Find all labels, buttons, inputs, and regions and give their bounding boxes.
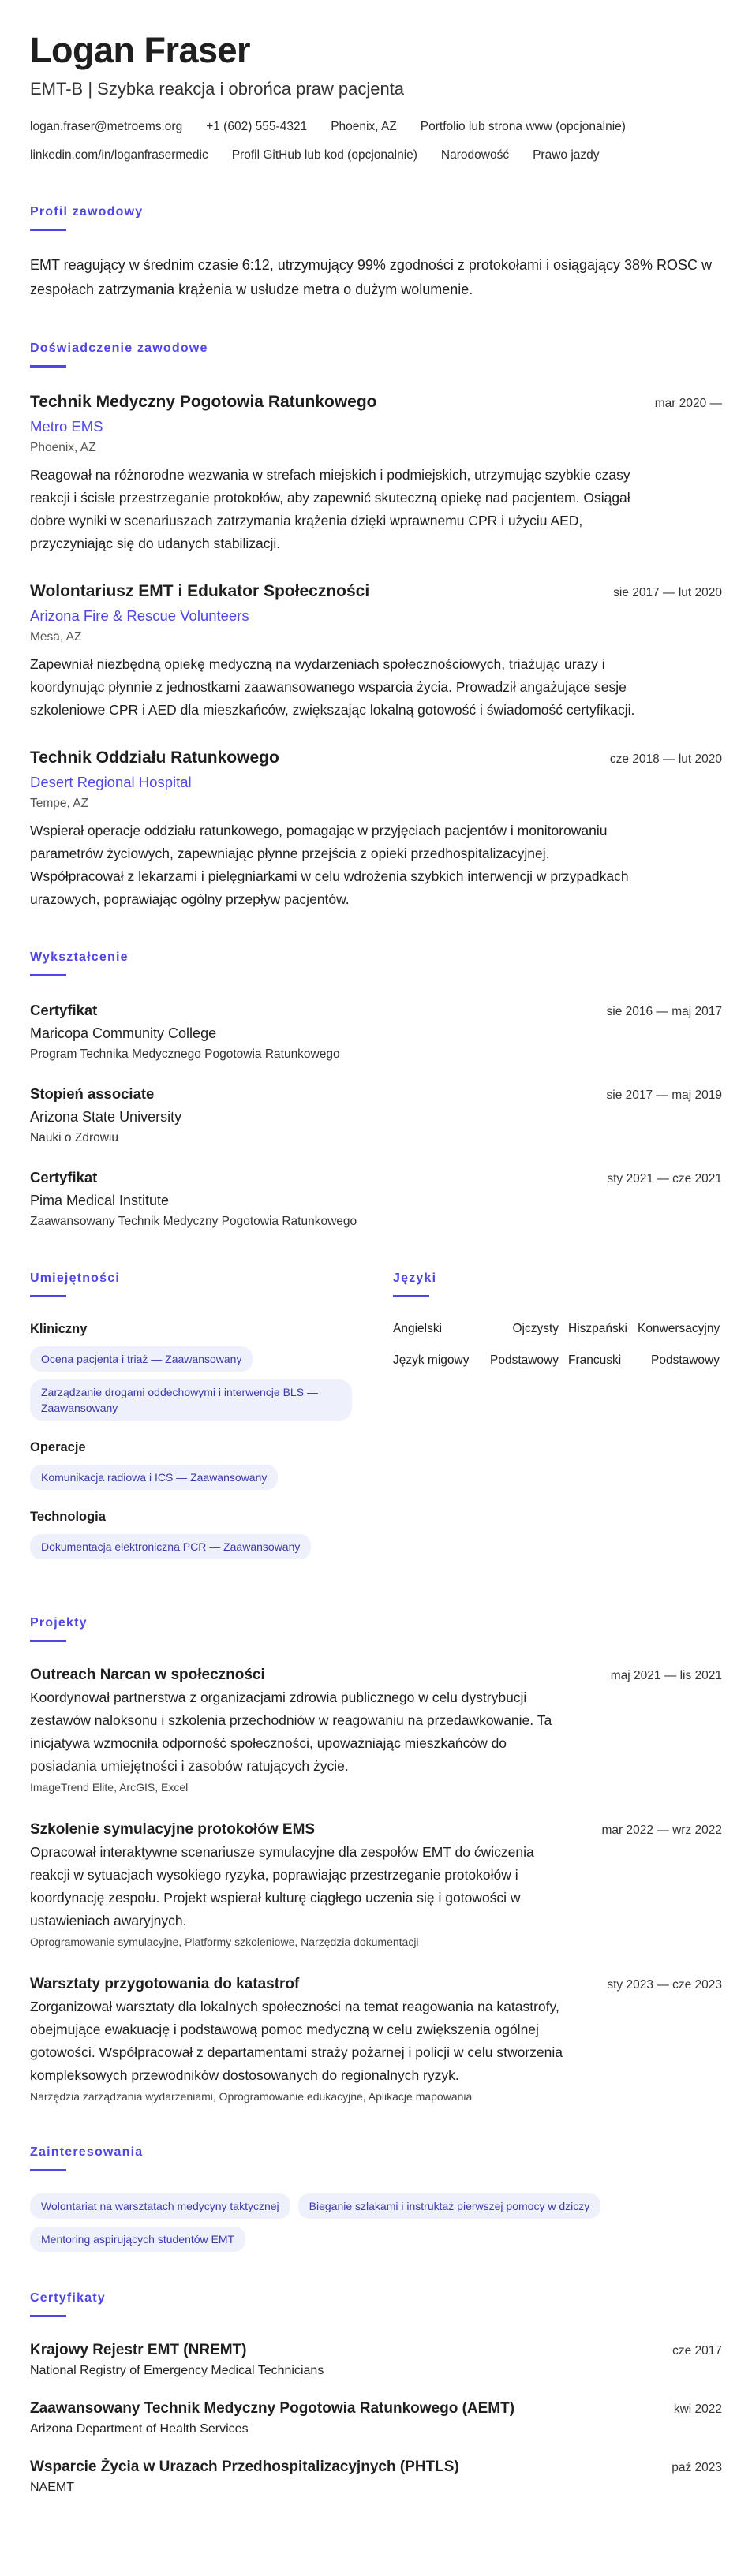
section-title: Języki	[393, 1271, 437, 1285]
section-divider	[30, 229, 66, 231]
job-company: Desert Regional Hospital	[30, 774, 192, 790]
certification-issuer: NAEMT	[30, 2481, 74, 2494]
certification-entry	[30, 2456, 722, 2497]
project-technologies: Narzędzia zarządzania wydarzeniami, Oprogramowanie edukacyjne, Aplikacje mapowania	[30, 2090, 473, 2103]
education-entry	[30, 1082, 722, 1148]
contact-linkedin[interactable]: linkedin.com/in/loganfrasermedic	[30, 148, 208, 162]
section-divider	[30, 365, 66, 368]
interest-chip: Wolontariat na warsztatach medycyny taktycznej	[30, 2193, 290, 2219]
education-entry	[30, 1166, 722, 1232]
project-technologies: ImageTrend Elite, ArcGIS, Excel	[30, 1781, 189, 1794]
profile-section	[30, 203, 722, 302]
education-date: sie 2016 — maj 2017	[606, 1005, 722, 1018]
job-entry	[30, 390, 722, 555]
language-name: Francuski	[568, 1353, 622, 1367]
contact-github[interactable]: Profil GitHub lub kod (opcjonalnie)	[231, 148, 417, 162]
skill-chip: Ocena pacjenta i triaż — Zaawansowany	[30, 1346, 253, 1372]
education-entry	[30, 999, 722, 1065]
project-title: Outreach Narcan w społeczności	[30, 1667, 265, 1683]
job-location: Mesa, AZ	[30, 630, 82, 644]
skill-chips	[30, 1346, 361, 1421]
section-divider	[30, 1295, 66, 1297]
education-school: Pima Medical Institute	[30, 1193, 170, 1208]
language-level: Podstawowy	[489, 1353, 559, 1367]
language-level: Konwersacyjny	[638, 1322, 720, 1335]
interest-chip: Bieganie szlakami i instruktaż pierwszej pomocy w dziczy	[298, 2193, 601, 2219]
section-title: Projekty	[30, 1616, 88, 1630]
project-date: maj 2021 — lis 2021	[610, 1669, 722, 1682]
certification-date: kwi 2022	[673, 2402, 722, 2416]
project-entry	[30, 1819, 722, 1951]
skill-category: Technologia	[30, 1510, 106, 1524]
interest-chip: Mentoring aspirujących studentów EMT	[30, 2227, 245, 2252]
project-entry	[30, 1973, 722, 2106]
education-date: sie 2017 — maj 2019	[606, 1088, 722, 1102]
interest-chips	[30, 2193, 722, 2252]
skills-languages-section	[30, 1270, 722, 1577]
candidate-name: Logan Fraser	[30, 30, 251, 70]
candidate-headline: EMT-B | Szybka reakcja i obrońca praw pacjenta	[30, 79, 405, 99]
section-divider	[30, 2315, 66, 2317]
certification-issuer: Arizona Department of Health Services	[30, 2422, 249, 2436]
contact-driving-license: Prawo jazdy	[533, 148, 600, 162]
education-degree: Stopień associate	[30, 1085, 155, 1102]
resume-header	[30, 28, 722, 166]
certification-name: Wsparcie Życia w Urazach Przedhospitalizacyjnych (PHTLS)	[30, 2458, 459, 2475]
skill-chips	[30, 1465, 361, 1490]
experience-section	[30, 340, 722, 911]
job-description: Wspierał operacje oddziału ratunkowego, pomagając w przyjęciach pacjentów i monitorowaniu parametrów życiowych, zapewniając płynne przejścia z opieki przedhospitalizacyjnej. Współpracował z lekarzami i pielęgniarkami w celu wdrożenia szybkich interwencji w przypadkach urazowych, poprawiając ogólny przepływ pacjentów.	[30, 823, 629, 907]
project-technologies: Oprogramowanie symulacyjne, Platformy szkoleniowe, Narzędzia dokumentacji	[30, 1936, 419, 1948]
language-name: Angielski	[393, 1322, 443, 1335]
section-divider	[30, 1640, 66, 1642]
section-title: Certyfikaty	[30, 2291, 106, 2305]
education-section	[30, 949, 722, 1232]
job-company: Arizona Fire & Rescue Volunteers	[30, 607, 249, 624]
education-date: sty 2021 — cze 2021	[607, 1172, 722, 1185]
job-description: Reagował na różnorodne wezwania w strefach miejskich i podmiejskich, utrzymując szybkie czasy reakcji i ścisłe przestrzeganie protokołów, aby zapewnić skuteczną opiekę nad pacjentem. Osiągał dobre wyniki w scenariuszach zatrzymania krążenia dzięki wprawnemu CPR i użyciu AED, przyczyniając się do udanych stabilizacji.	[30, 467, 630, 551]
job-entry	[30, 579, 722, 722]
certification-entry	[30, 2339, 722, 2380]
languages-grid	[393, 1320, 722, 1370]
section-title: Doświadczenie zawodowe	[30, 342, 208, 355]
certification-entry	[30, 2398, 722, 2439]
section-title: Profil zawodowy	[30, 205, 144, 218]
job-location: Tempe, AZ	[30, 797, 89, 810]
profile-summary: EMT reagujący w średnim czasie 6:12, utrzymujący 99% zgodności z protokołami i osiągający 38% ROSC w zespołach zatrzymania krążenia w usłudze metra o dużym wolumenie.	[30, 257, 713, 297]
skill-chip: Komunikacja radiowa i ICS — Zaawansowany	[30, 1465, 278, 1490]
certification-date: cze 2017	[672, 2344, 722, 2358]
certification-name: Zaawansowany Technik Medyczny Pogotowia Ratunkowego (AEMT)	[30, 2400, 515, 2417]
project-title: Warsztaty przygotowania do katastrof	[30, 1976, 300, 1992]
job-title: Technik Oddziału Ratunkowego	[30, 749, 279, 767]
skills-column	[30, 1270, 361, 1577]
project-description: Zorganizował warsztaty dla lokalnych społeczności na temat reagowania na katastrofy, obejmujące ewakuację i podstawową pomoc medyczną w celu zwiększenia ogólnej gotowości. Współpracował z departamentami straży pożarnej i policji w celu stworzenia kompleksowych przewodników dostosowanych do regionalnych ryzyk.	[30, 1999, 563, 2083]
languages-column	[393, 1270, 722, 1577]
project-entry	[30, 1664, 722, 1797]
language-name: Hiszpański	[568, 1322, 627, 1335]
project-date: mar 2022 — wrz 2022	[601, 1824, 722, 1837]
education-degree: Certyfikat	[30, 1169, 98, 1185]
section-title: Zainteresowania	[30, 2145, 144, 2159]
language-name: Język migowy	[393, 1353, 470, 1367]
education-school: Arizona State University	[30, 1109, 182, 1125]
job-title: Wolontariusz EMT i Edukator Społeczności	[30, 582, 370, 600]
job-company: Metro EMS	[30, 418, 103, 435]
certification-issuer: National Registry of Emergency Medical Technicians	[30, 2364, 324, 2377]
education-field: Program Technika Medycznego Pogotowia Ratunkowego	[30, 1047, 340, 1061]
skill-category: Operacje	[30, 1440, 86, 1454]
skill-chip: Dokumentacja elektroniczna PCR — Zaawansowany	[30, 1534, 311, 1559]
job-date: cze 2018 — lut 2020	[609, 752, 722, 766]
certifications-section	[30, 2290, 722, 2497]
projects-section	[30, 1615, 722, 2106]
contact-nationality: Narodowość	[440, 148, 510, 162]
project-title: Szkolenie symulacyjne protokołów EMS	[30, 1821, 316, 1838]
language-level: Podstawowy	[650, 1353, 720, 1367]
contact-location: Phoenix, AZ	[331, 120, 397, 133]
section-title: Wykształcenie	[30, 950, 129, 964]
job-date: mar 2020 —	[654, 397, 722, 410]
education-school: Maricopa Community College	[30, 1025, 217, 1041]
education-field: Zaawansowany Technik Medyczny Pogotowia Ratunkowego	[30, 1215, 357, 1228]
education-degree: Certyfikat	[30, 1002, 98, 1018]
job-entry	[30, 745, 722, 911]
section-divider	[30, 974, 66, 976]
certification-name: Krajowy Rejestr EMT (NREMT)	[30, 2342, 247, 2358]
job-description: Zapewniał niezbędną opiekę medyczną na wydarzeniach społecznościowych, triażując urazy i koordynując płynnie z jednostkami zaawansowanego wsparcia życia. Prowadził angażujące sesje szkoleniowe CPR i AED dla mieszkańców, zwiększając lokalną gotowość i świadomość certyfikacji.	[30, 656, 635, 718]
skill-chip: Zarządzanie drogami oddechowymi i interwencje BLS — Zaawansowany	[30, 1379, 352, 1421]
section-title: Umiejętności	[30, 1271, 120, 1285]
interests-section	[30, 2144, 722, 2252]
skill-chips	[30, 1534, 361, 1559]
contact-list	[30, 117, 722, 166]
contact-phone[interactable]: +1 (602) 555-4321	[206, 120, 308, 133]
project-description: Koordynował partnerstwa z organizacjami zdrowia publicznego w celu dystrybucji zestawów naloksonu i szkolenia przechodniów w reagowaniu na przedawkowanie. Ta inicjatywa wzmocniła odporność społeczności, upoważniając mieszkańców do posiadania umiejętności i zasobów ratujących życie.	[30, 1689, 552, 1774]
section-divider	[30, 2169, 66, 2171]
contact-email[interactable]: logan.fraser@metroems.org	[30, 120, 183, 133]
education-field: Nauki o Zdrowiu	[30, 1131, 118, 1144]
job-location: Phoenix, AZ	[30, 441, 96, 454]
project-description: Opracował interaktywne scenariusze symulacyjne dla zespołów EMT do ćwiczenia reakcji w sytuacjach wysokiego ryzyka, poprawiając przestrzeganie protokołów i koordynację zespołu. Projekt wspierał kulturę ciągłego uczenia się i gotowości w ustawieniach awaryjnych.	[30, 1844, 534, 1928]
skill-category: Kliniczny	[30, 1322, 88, 1336]
job-title: Technik Medyczny Pogotowia Ratunkowego	[30, 393, 377, 411]
project-date: sty 2023 — cze 2023	[607, 1978, 722, 1992]
section-divider	[393, 1295, 429, 1297]
contact-portfolio[interactable]: Portfolio lub strona www (opcjonalnie)	[420, 120, 626, 133]
language-level: Ojczysty	[512, 1322, 559, 1335]
certification-date: paź 2023	[672, 2461, 722, 2474]
job-date: sie 2017 — lut 2020	[613, 586, 722, 599]
